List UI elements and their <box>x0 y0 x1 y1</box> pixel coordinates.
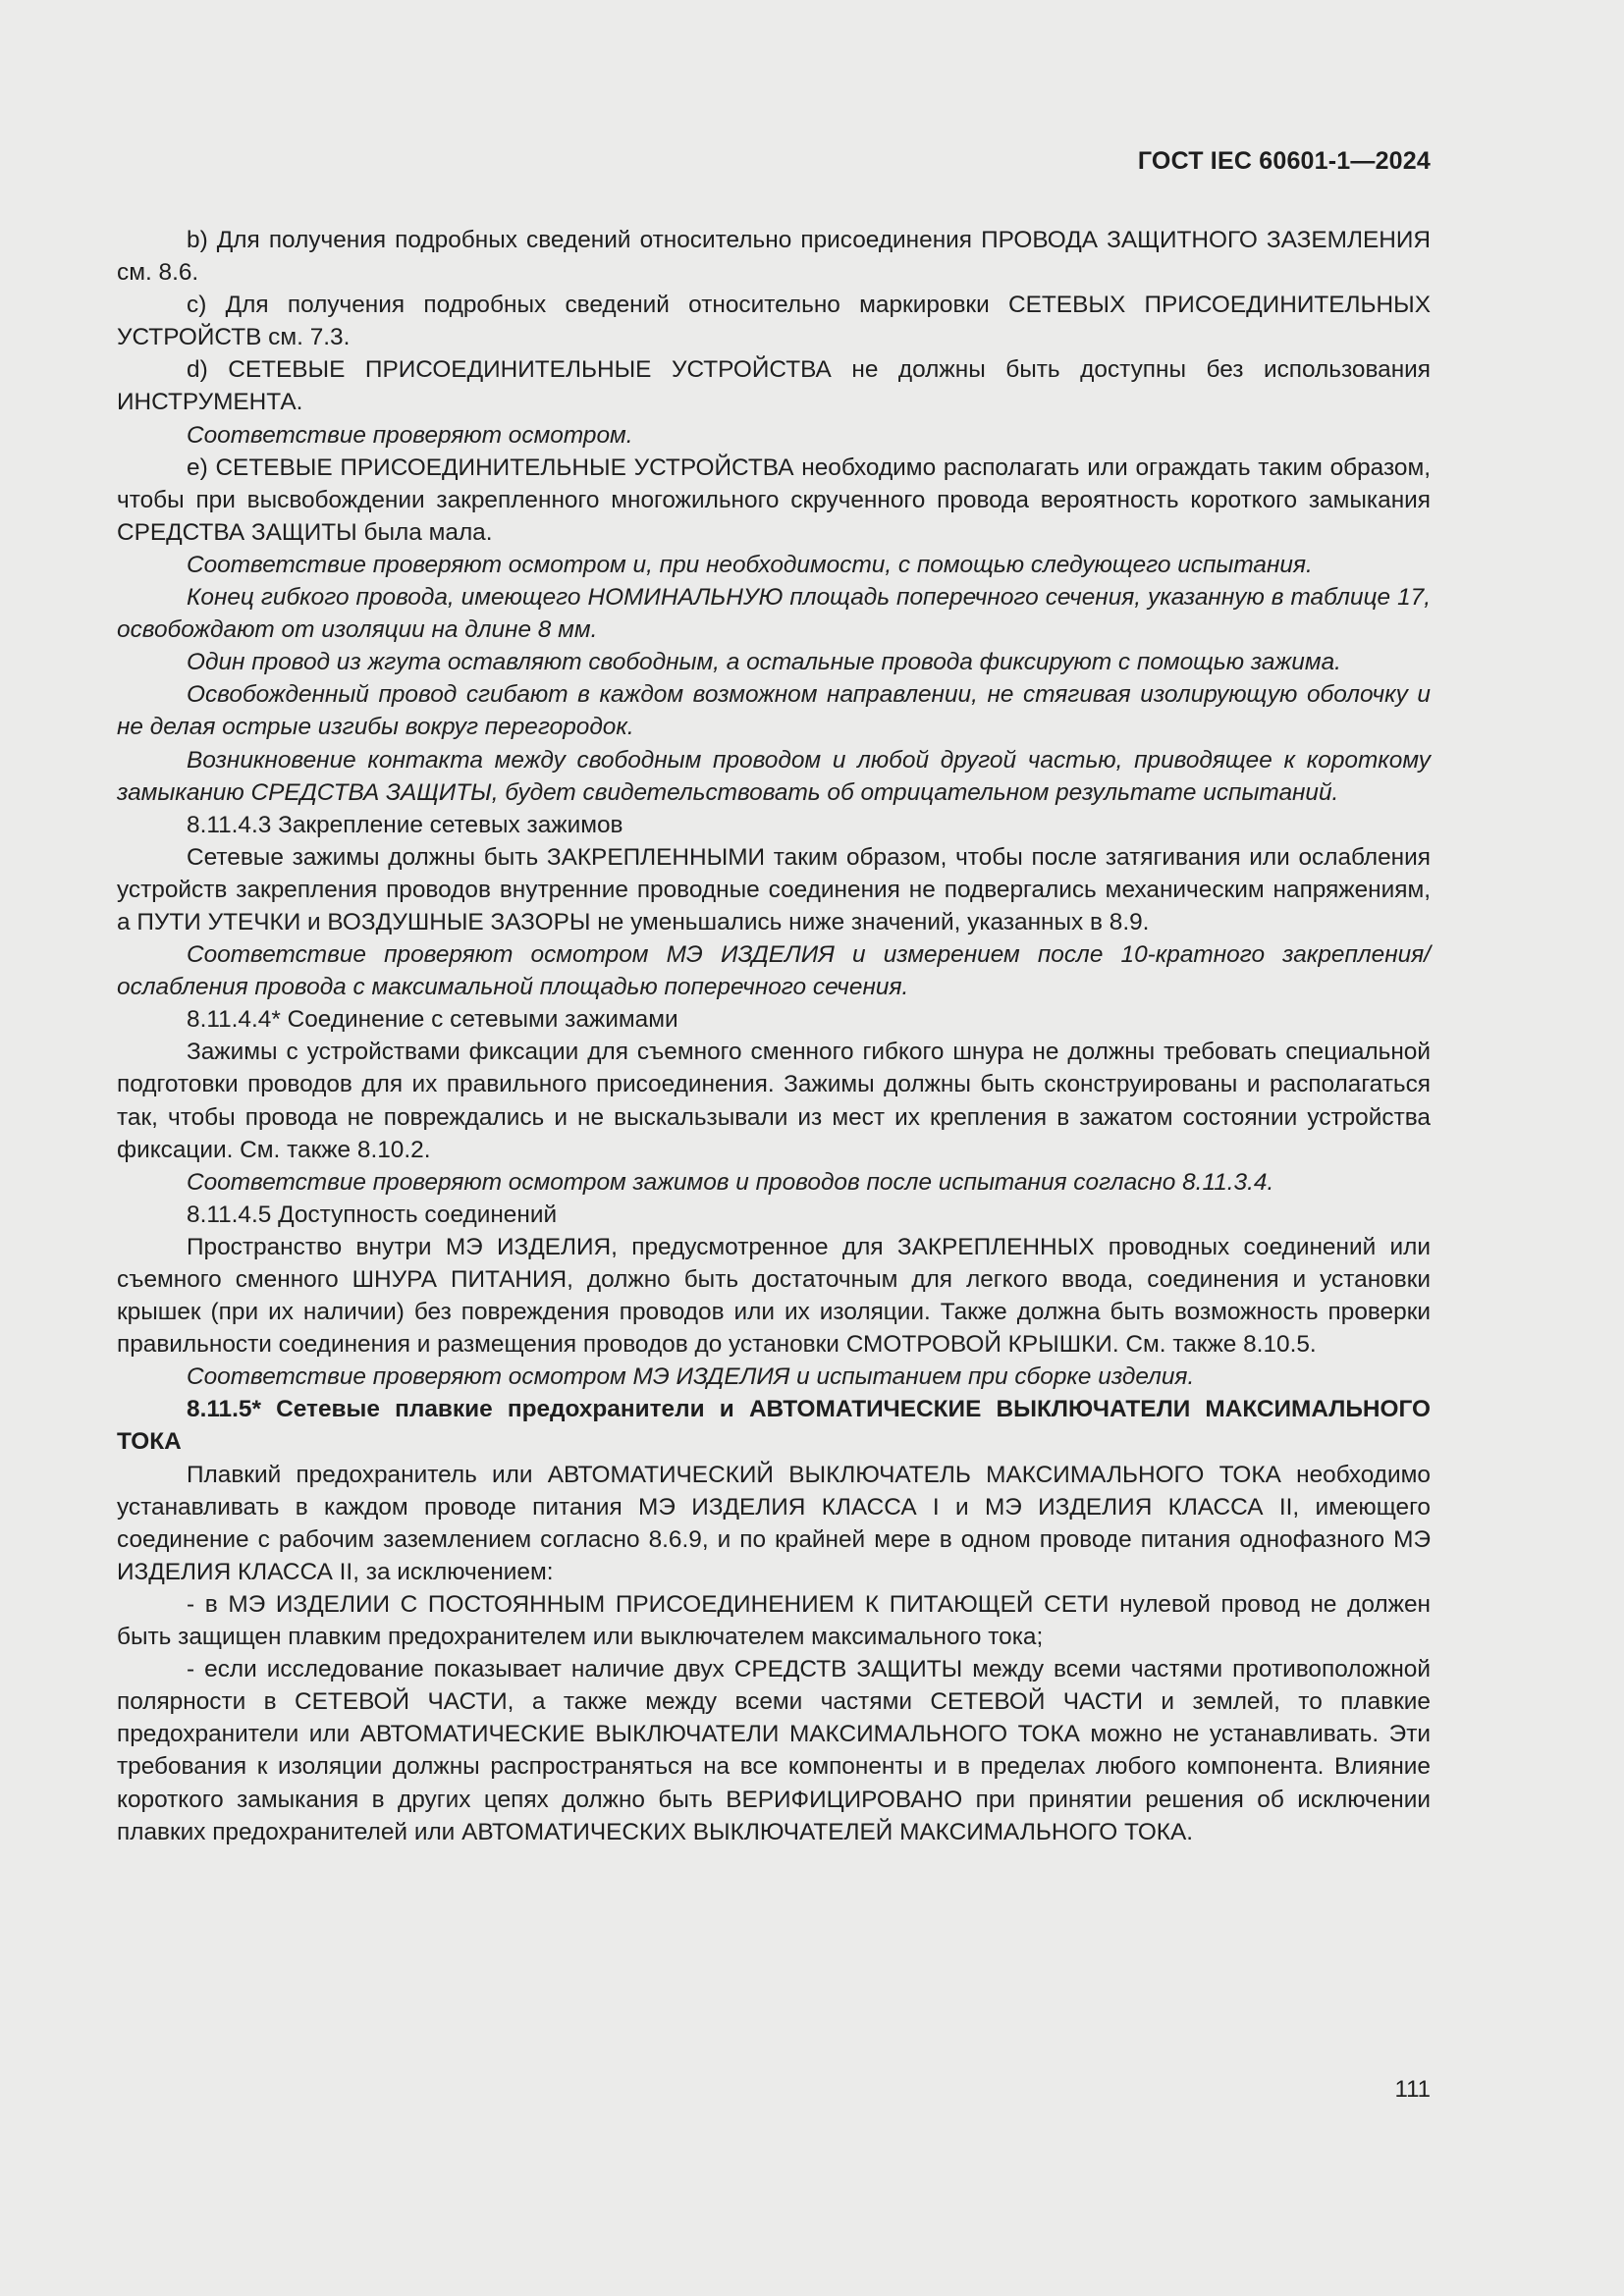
section-8-11-4-5-compliance: Соответствие проверяют осмотром МЭ ИЗДЕЛИЯ и испытанием при сборке изделия. <box>187 1363 1195 1391</box>
section-8-11-4-4-title: 8.11.4.4* Соединение с сетевыми зажимами <box>187 1006 678 1034</box>
compliance-inspection: Соответствие проверяют осмотром. <box>187 421 633 449</box>
section-8-11-4-3-body: Сетевые зажимы должны быть ЗАКРЕПЛЕННЫМИ таким образом, чтобы после затягивания или ослабления устройств закрепления проводов внутренние проводные соединения не подвергались механическим напряжениям, а ПУТИ УТЕЧКИ и ВОЗДУШНЫЕ ЗАЗОРЫ не уменьшались ниже значений, указанных в 8.9. <box>117 843 1431 935</box>
list-item-double-protection: - если исследование показывает наличие двух СРЕДСТВ ЗАЩИТЫ между всеми частями противоположной полярности в СЕТЕВОЙ ЧАСТИ, а также между всеми частями СЕТЕВОЙ ЧАСТИ и землей, то плавкие предохранители или АВТОМАТИЧЕСКИЕ ВЫКЛЮЧАТЕЛИ МАКСИМАЛЬНОГО ТОКА можно не устанавливать. Эти требования к изоляции должны распространяться на все компоненты и в пределах любого компонента. Влияние короткого замыкания в других цепях должно быть ВЕРИФИЦИРОВАНО при принятии решения об исключении плавких предохранителей или АВТОМАТИЧЕСКИХ ВЫКЛЮЧАТЕЛЕЙ МАКСИМАЛЬНОГО ТОКА. <box>117 1656 1431 1845</box>
section-8-11-4-5-title: 8.11.4.5 Доступность соединений <box>187 1201 558 1228</box>
paragraph-e-short-circuit: e) СЕТЕВЫЕ ПРИСОЕДИНИТЕЛЬНЫЕ УСТРОЙСТВА необходимо располагать или ограждать таким образом, чтобы при высвобождении закрепленного многожильного скрученного провода вероятность короткого замыкания СРЕДСТВА ЗАЩИТЫ была мала. <box>117 454 1431 546</box>
paragraph-c-marking: c) Для получения подробных сведений относительно маркировки СЕТЕВЫХ ПРИСОЕДИНИТЕЛЬНЫХ УСТРОЙСТВ см. 7.3. <box>117 292 1431 351</box>
document-header: ГОСТ IEC 60601-1—2024 <box>1137 147 1431 175</box>
section-8-11-5-heading: 8.11.5* Сетевые плавкие предохранители и АВТОМАТИЧЕСКИЕ ВЫКЛЮЧАТЕЛИ МАКСИМАЛЬНОГО ТОКА <box>117 1396 1431 1456</box>
test-step-result: Возникновение контакта между свободным проводом и любой другой частью, приводящее к короткому замыканию СРЕДСТВА ЗАЩИТЫ, будет свидетельствовать об отрицательном результате испытаний. <box>117 746 1431 806</box>
test-step-strip-wire: Конец гибкого провода, имеющего НОМИНАЛЬНУЮ площадь поперечного сечения, указанную в таблице 17, освобождают от изоляции на длине 8 мм. <box>117 584 1431 644</box>
section-8-11-4-3-compliance: Соответствие проверяют осмотром МЭ ИЗДЕЛИЯ и измерением после 10-кратного закрепления/ослабления провода с максимальной площадью поперечного сечения. <box>117 941 1431 1001</box>
page-number: 111 <box>1394 2076 1431 2103</box>
paragraph-b-protective-earth: b) Для получения подробных сведений относительно присоединения ПРОВОДА ЗАЩИТНОГО ЗАЗЕМЛЕНИЯ см. 8.6. <box>117 227 1431 287</box>
list-item-neutral-wire: - в МЭ ИЗДЕЛИИ С ПОСТОЯННЫМ ПРИСОЕДИНЕНИЕМ К ПИТАЮЩЕЙ СЕТИ нулевой провод не должен быть защищен плавким предохранителем или выключателем максимального тока; <box>117 1590 1431 1651</box>
section-8-11-4-3-title: 8.11.4.3 Закрепление сетевых зажимов <box>187 811 623 838</box>
section-8-11-4-5-body: Пространство внутри МЭ ИЗДЕЛИЯ, предусмотренное для ЗАКРЕПЛЕННЫХ проводных соединений или съемного сменного ШНУРА ПИТАНИЯ, должно быть достаточным для легкого ввода, соединения и установки крышек (при их наличии) без повреждения проводов или их изоляции. Также должна быть возможность проверки правильности соединения и размещения проводов до установки СМОТРОВОЙ КРЫШКИ. См. также 8.10.5. <box>117 1233 1431 1359</box>
section-8-11-4-4-compliance: Соответствие проверяют осмотром зажимов и проводов после испытания согласно 8.11.3.4. <box>187 1168 1274 1196</box>
test-step-bend-wire: Освобожденный провод сгибают в каждом возможном направлении, не стягивая изолирующую оболочку и не делая острые изгибы вокруг перегородок. <box>117 681 1431 741</box>
test-step-free-wire: Один провод из жгута оставляют свободным, а остальные провода фиксируют с помощью зажима. <box>187 649 1341 676</box>
document-body <box>117 224 1431 1848</box>
section-8-11-4-4-body: Зажимы с устройствами фиксации для съемного сменного гибкого шнура не должны требовать специальной подготовки проводов для их правильного присоединения. Зажимы должны быть сконструированы и располагаться так, чтобы провода не повреждались и не выскальзывали из мест их крепления в зажатом состоянии устройства фиксации. См. также 8.10.2. <box>117 1039 1431 1163</box>
section-8-11-5-body: Плавкий предохранитель или АВТОМАТИЧЕСКИЙ ВЫКЛЮЧАТЕЛЬ МАКСИМАЛЬНОГО ТОКА необходимо устанавливать в каждом проводе питания МЭ ИЗДЕЛИЯ КЛАССА I и МЭ ИЗДЕЛИЯ КЛАССА II, имеющего соединение с рабочим заземлением согласно 8.6.9, и по крайней мере в одном проводе питания однофазного МЭ ИЗДЕЛИЯ КЛАССА II, за исключением: <box>117 1461 1431 1585</box>
compliance-test-intro: Соответствие проверяют осмотром и, при необходимости, с помощью следующего испытания. <box>187 551 1313 578</box>
paragraph-d-tool-access: d) СЕТЕВЫЕ ПРИСОЕДИНИТЕЛЬНЫЕ УСТРОЙСТВА не должны быть доступны без использования ИНСТРУМЕНТА. <box>117 356 1431 416</box>
